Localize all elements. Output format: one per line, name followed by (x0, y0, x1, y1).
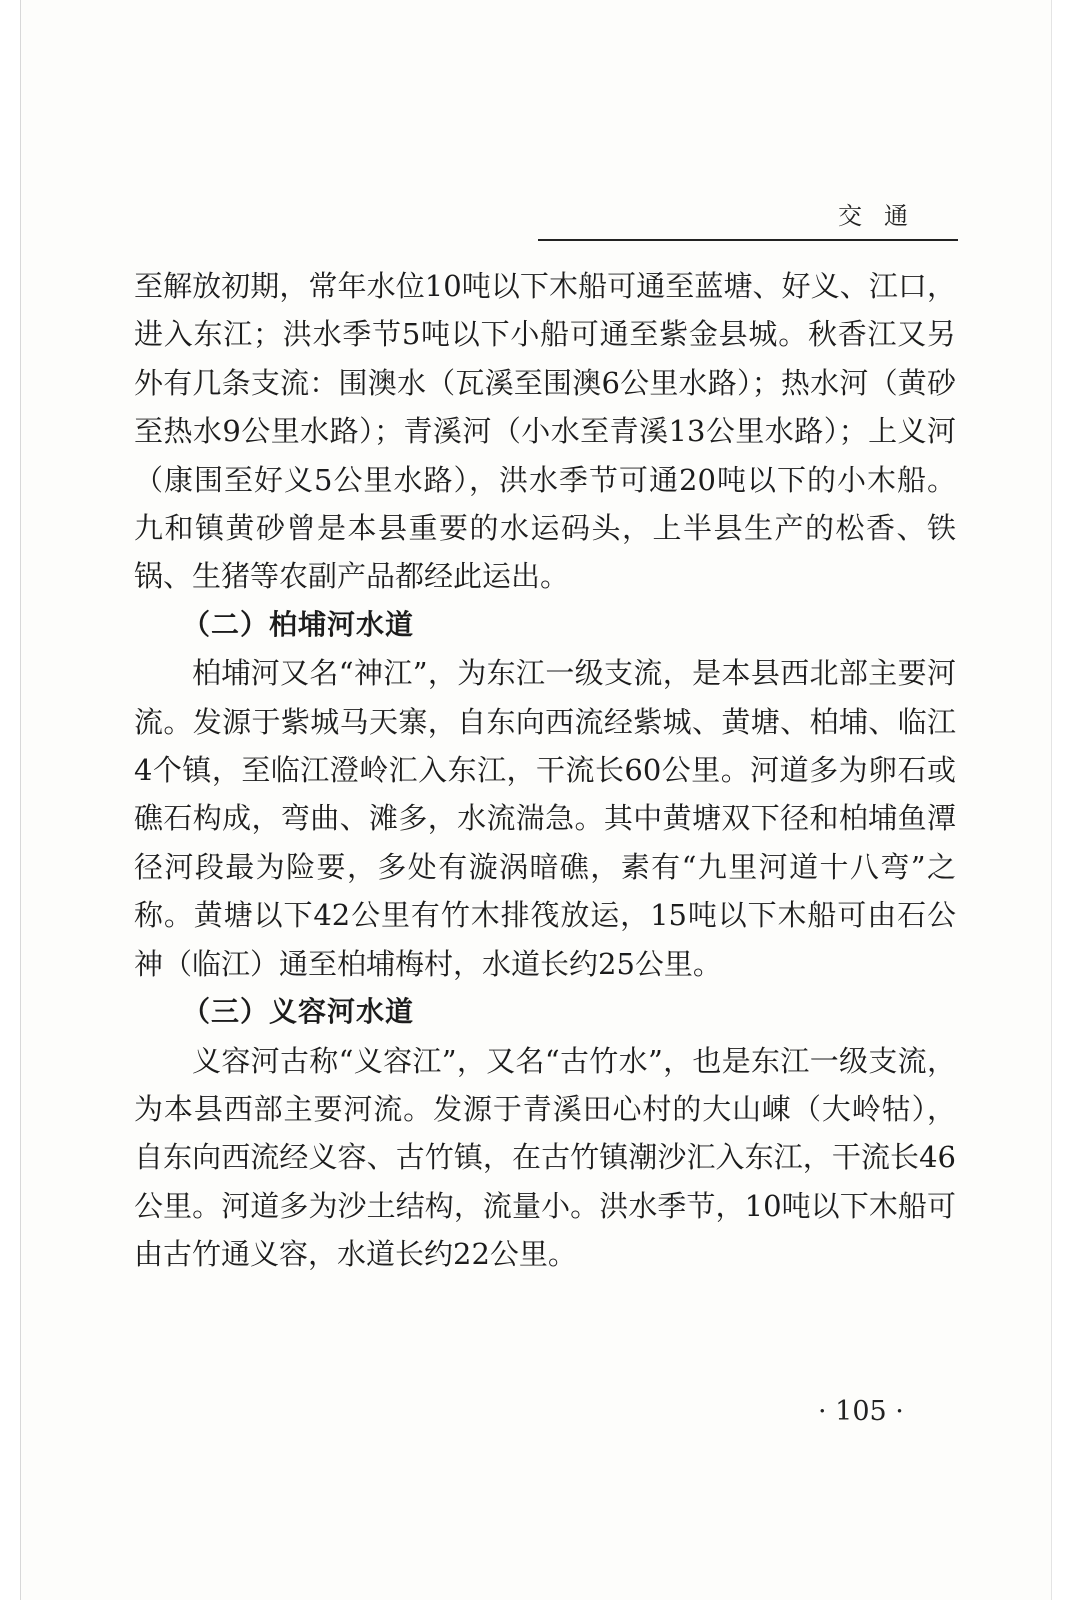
section-heading-baipu-river: （二）柏埔河水道 (182, 607, 415, 641)
paragraph-yirong-river: 义容河古称“义容江”，又名“古竹水”，也是东江一级支流，为本县西部主要河流。发源于青溪田心村的大山崠（大岭牯），自东向西流经义容、古竹镇，在古竹镇潮沙汇入东江，干流长46公里。河道多为沙土结构，流量小。洪水季节，10吨以下木船可由古竹通义容，水道长约22公里。 (134, 1043, 956, 1272)
paragraph-continued: 至解放初期，常年水位10吨以下木船可通至蓝塘、好义、江口，进入东江；洪水季节5吨以下小船可通至紫金县城。秋香江又另外有几条支流：围澳水（瓦溪至围澳6公里水路）；热水河（黄砂至热水9公里水路）；青溪河（小水至青溪13公里水路）；上义河（康围至好义5公里水路），洪水季节可通20吨以下的小木船。九和镇黄砂曾是本县重要的水运码头，上半县生产的松香、铁锅、生猪等农副产品都经此运出。 (134, 269, 956, 594)
page-body (134, 262, 956, 1279)
header-rule (538, 239, 958, 241)
section-heading-yirong-river: （三）义容河水道 (182, 995, 415, 1029)
paragraph-baipu-river: 柏埔河又名“神江”，为东江一级支流，是本县西北部主要河流。发源于紫城马天寨，自东向西流经紫城、黄塘、柏埔、临江4个镇，至临江澄岭汇入东江，干流长60公里。河道多为卵石或礁石构成，弯曲、滩多，水流湍急。其中黄塘双下径和柏埔鱼潭径河段最为险要，多处有漩涡暗礁，素有“九里河道十八弯”之称。黄塘以下42公里有竹木排筏放运，15吨以下木船可由石公神（临江）通至柏埔梅村，水道长约25公里。 (134, 656, 956, 981)
page-number: · 105 · (818, 1396, 904, 1427)
running-header-title: 交通 (838, 202, 930, 230)
